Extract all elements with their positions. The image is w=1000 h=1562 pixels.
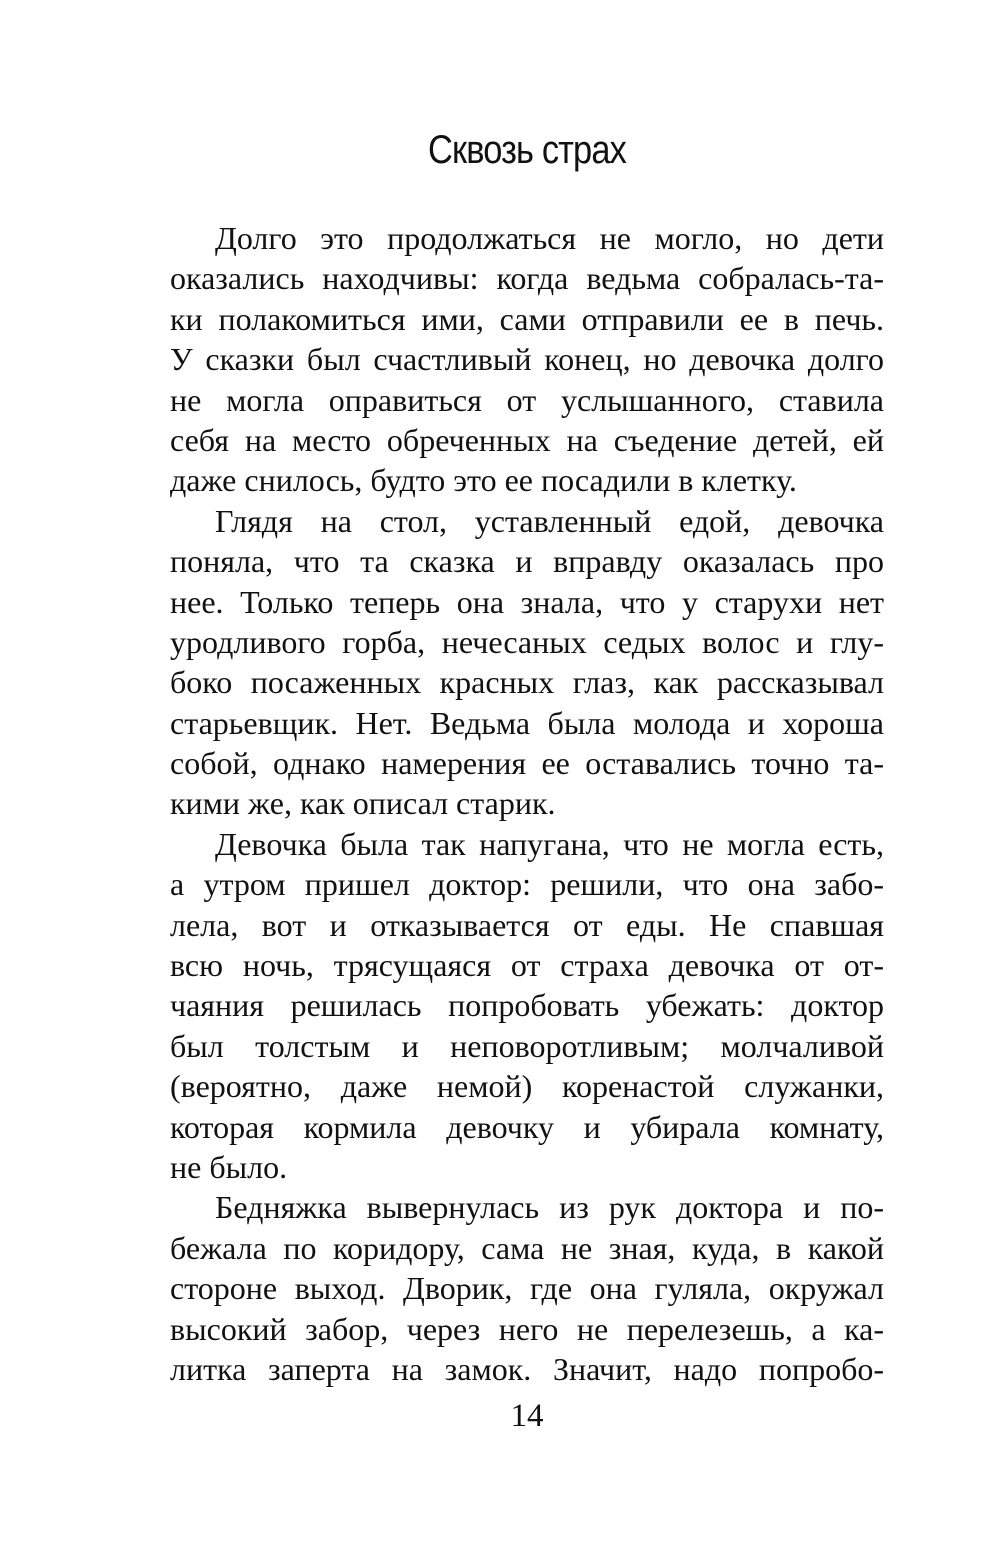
page-number: 14 (510, 1398, 544, 1434)
text-line: старьевщик. Нет. Ведьма была молода и хороша (170, 704, 884, 741)
text-line: лела, вот и отказывается от еды. Не спавшая (170, 906, 884, 943)
text-line: оказались находчивы: когда ведьма собралась-та- (170, 260, 884, 297)
text-line: Долго это продолжаться не могло, но дети (215, 220, 884, 256)
text-line: которая кормила девочку и убирала комнату, (170, 1108, 884, 1145)
text-line: ки полакомиться ими, сами отправили ее в печь. (170, 300, 884, 337)
chapter-title: Сквозь страх (428, 128, 626, 172)
text-line: был толстым и неповоротливым; молчаливой (170, 1027, 884, 1064)
text-line: литка заперта на замок. Значит, надо попробо- (170, 1350, 884, 1387)
text-line: кими же, как описал старик. (170, 785, 556, 822)
text-line: поняла, что та сказка и вправду оказалась про (170, 543, 884, 580)
text-line: собой, однако намерения ее оставались точно та- (170, 745, 884, 782)
text-line: уродливого горба, нечесаных седых волос и глу- (170, 623, 884, 660)
text-line: Глядя на стол, уставленный едой, девочка (215, 502, 884, 539)
text-line: боко посаженных красных глаз, как рассказывал (170, 664, 884, 701)
chapter-body (170, 218, 884, 1389)
text-line: не было. (170, 1148, 288, 1185)
text-line: не могла оправиться от услышанного, ставила (170, 381, 884, 418)
text-line: нее. Только теперь она знала, что у старухи нет (170, 583, 884, 620)
text-line: а утром пришел доктор: решили, что она забо- (170, 866, 884, 903)
text-line: Бедняжка вывернулась из рук доктора и по- (215, 1189, 884, 1226)
text-line: всю ночь, трясущаяся от страха девочка от от- (170, 947, 884, 984)
text-line: себя на место обреченных на съедение детей, ей (170, 421, 884, 458)
text-line: бежала по коридору, сама не зная, куда, в какой (170, 1229, 884, 1266)
text-line: стороне выход. Дворик, где она гуляла, окружал (170, 1270, 884, 1307)
text-line: У сказки был счастливый конец, но девочка долго (170, 341, 884, 378)
text-line: чаяния решилась попробовать убежать: доктор (170, 987, 884, 1024)
text-line: высокий забор, через него не перелезешь, а ка- (170, 1310, 884, 1347)
text-line: (вероятно, даже немой) коренастой служанки, (170, 1068, 884, 1105)
text-line: Девочка была так напугана, что не могла есть, (215, 825, 884, 862)
text-line: даже снилось, будто это ее посадили в клетку. (170, 462, 797, 499)
